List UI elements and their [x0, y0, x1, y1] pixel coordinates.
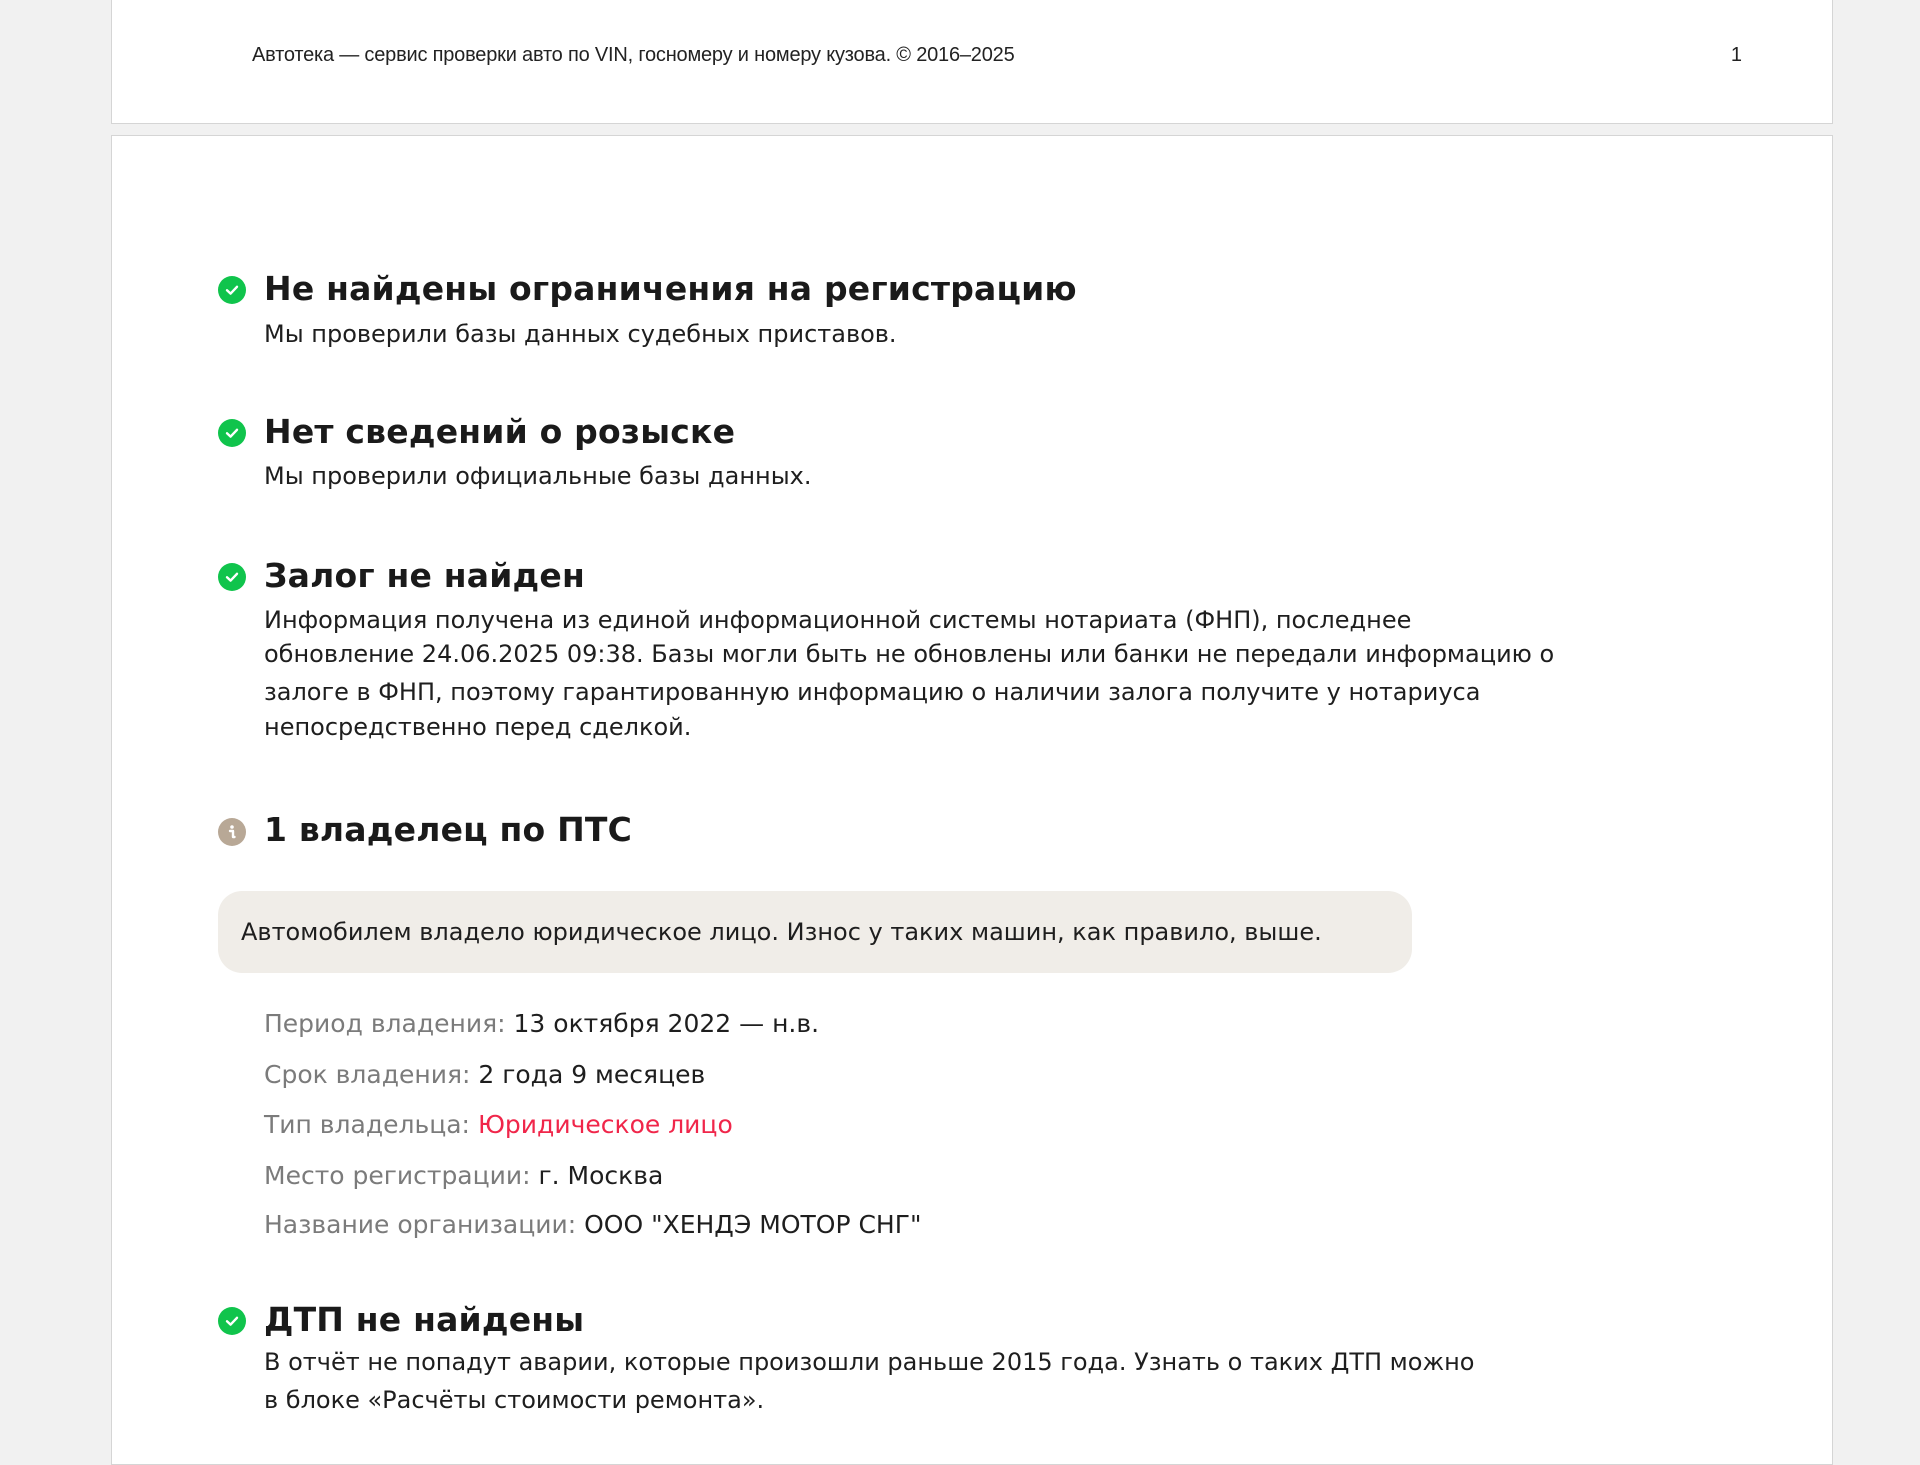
section-title: Не найдены ограничения на регистрацию: [264, 269, 1077, 308]
detail-value: Юридическое лицо: [477, 1110, 733, 1139]
section-text-line: непосредственно перед сделкой.: [264, 713, 692, 741]
check-icon: [218, 419, 246, 447]
owner-type-callout: Автомобилем владело юридическое лицо. Износ у таких машин, как правило, выше.: [218, 891, 1412, 973]
previous-page: [111, 0, 1833, 124]
detail-registration-place: [264, 1158, 663, 1194]
page-number: 1: [1730, 44, 1742, 66]
detail-value: ООО "ХЕНДЭ МОТОР СНГ": [584, 1210, 922, 1239]
section-text: Мы проверили базы данных судебных приставов.: [264, 320, 897, 348]
section-title: Нет сведений о розыске: [264, 412, 736, 451]
section-text-line: Информация получена из единой информационной системы нотариата (ФНП), последнее: [264, 606, 1412, 634]
section-text-line: в блоке «Расчёты стоимости ремонта».: [264, 1386, 765, 1414]
detail-ownership-duration: [264, 1057, 705, 1093]
detail-label: Период владения:: [264, 1009, 506, 1038]
detail-value: 13 октября 2022 — н.в.: [513, 1009, 820, 1038]
check-icon: [218, 563, 246, 591]
report-page: [111, 135, 1833, 1465]
detail-label: Тип владельца:: [264, 1110, 470, 1139]
detail-ownership-period: [264, 1006, 819, 1042]
detail-organization-name: [264, 1207, 921, 1243]
detail-label: Срок владения:: [264, 1060, 471, 1089]
section-text-line: В отчёт не попадут аварии, которые произошли раньше 2015 года. Узнать о таких ДТП можно: [264, 1348, 1475, 1376]
detail-label: Место регистрации:: [264, 1161, 531, 1190]
section-title: 1 владелец по ПТС: [264, 810, 633, 849]
check-icon: [218, 1307, 246, 1335]
detail-value: г. Москва: [538, 1161, 664, 1190]
check-icon: [218, 276, 246, 304]
section-title: ДТП не найдены: [264, 1300, 585, 1339]
section-text: Мы проверили официальные базы данных.: [264, 462, 812, 490]
section-title: Залог не найден: [264, 556, 585, 595]
section-text-line: обновление 24.06.2025 09:38. Базы могли быть не обновлены или банки не передали информацию о: [264, 640, 1555, 668]
info-icon: [218, 818, 246, 846]
section-text-line: залоге в ФНП, поэтому гарантированную информацию о наличии залога получите у нотариуса: [264, 678, 1481, 706]
detail-label: Название организации:: [264, 1210, 577, 1239]
detail-value: 2 года 9 месяцев: [478, 1060, 706, 1089]
page-footer-text: Автотека — сервис проверки авто по VIN, госномеру и номеру кузова. © 2016–2025: [252, 44, 1015, 66]
detail-owner-type: [264, 1107, 733, 1143]
